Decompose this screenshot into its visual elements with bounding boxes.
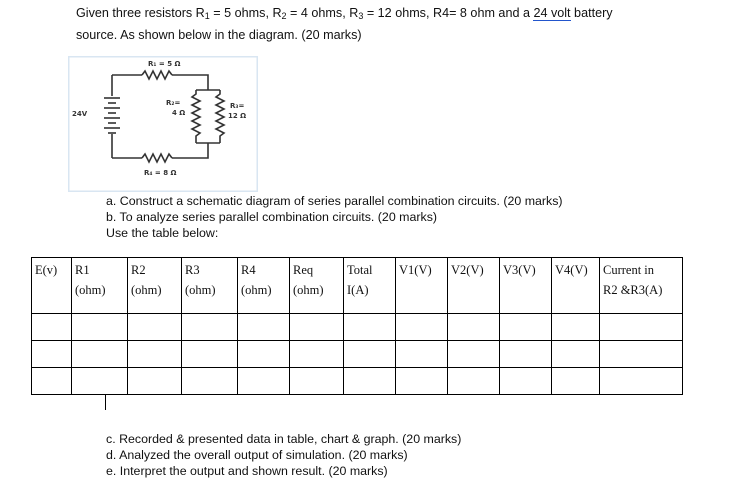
- table-cell[interactable]: [344, 368, 396, 395]
- task-e: e. Interpret the output and shown result. (20 marks): [106, 464, 388, 478]
- header-text: (ohm): [75, 283, 106, 297]
- table-cell[interactable]: [290, 341, 344, 368]
- table-cell[interactable]: [182, 368, 238, 395]
- header-text: R4: [241, 263, 256, 277]
- table-cell[interactable]: [344, 341, 396, 368]
- r2-label-top: R₂=: [166, 99, 181, 107]
- table-cell[interactable]: [552, 368, 600, 395]
- table-cell[interactable]: [552, 314, 600, 341]
- header-cell: [128, 258, 182, 314]
- header-text: Current in: [603, 263, 655, 277]
- table-cell[interactable]: [238, 314, 290, 341]
- header-cell: [448, 258, 500, 314]
- header-cell: [238, 258, 290, 314]
- table-cell[interactable]: [500, 314, 552, 341]
- table-cell[interactable]: [182, 314, 238, 341]
- table-cell[interactable]: [552, 341, 600, 368]
- table-header-row: [32, 258, 683, 314]
- table-cell[interactable]: [238, 368, 290, 395]
- table-row: [32, 341, 683, 368]
- table-row: [32, 368, 683, 395]
- header-cell: [396, 258, 448, 314]
- source-label: 24V: [72, 110, 88, 118]
- header-cell: [32, 258, 72, 314]
- header-text: (ohm): [293, 283, 324, 297]
- header-text: (ohm): [241, 283, 272, 297]
- header-text: V2(V): [451, 263, 484, 277]
- header-text: R1: [75, 263, 90, 277]
- table-cell[interactable]: [500, 368, 552, 395]
- table-cell[interactable]: [344, 314, 396, 341]
- table-row: [32, 314, 683, 341]
- header-text: (ohm): [131, 283, 162, 297]
- table-cell[interactable]: [500, 341, 552, 368]
- header-text: R2 &R3(A): [603, 283, 663, 297]
- header-text: Req: [293, 263, 314, 277]
- header-cell: [500, 258, 552, 314]
- task-list-cde: [106, 431, 461, 479]
- task-d: d. Analyzed the overall output of simulation. (20 marks): [106, 448, 408, 462]
- table-cell[interactable]: [128, 341, 182, 368]
- r4-label: R₄ = 8 Ω: [144, 169, 177, 177]
- r3-label-top: R₃=: [230, 102, 245, 110]
- problem-statement: [76, 4, 706, 45]
- problem-line-2: source. As shown below in the diagram. (20 marks): [76, 28, 362, 42]
- table-cell[interactable]: [72, 314, 128, 341]
- table-cell[interactable]: [600, 341, 683, 368]
- header-text: (ohm): [185, 283, 216, 297]
- problem-line-1: Given three resistors $R_1 = 5$ ohms, $R_2 = 4$ ohms, $R_3 = 12$ ohms, R4= 8 ohm and a 24 volt battery: [76, 6, 613, 21]
- table-cell[interactable]: [600, 368, 683, 395]
- task-b: b. To analyze series parallel combination circuits. (20 marks): [106, 210, 438, 224]
- header-text: E(v): [35, 263, 58, 277]
- table-cell[interactable]: [128, 368, 182, 395]
- header-cell: [290, 258, 344, 314]
- header-text: V3(V): [503, 263, 536, 277]
- table-cell[interactable]: [32, 314, 72, 341]
- task-a: a. Construct a schematic diagram of series parallel combination circuits. (20 marks): [106, 194, 563, 208]
- header-cell: [72, 258, 128, 314]
- header-cell: [344, 258, 396, 314]
- header-cell: [182, 258, 238, 314]
- header-text: V4(V): [555, 263, 588, 277]
- table-cell[interactable]: [600, 314, 683, 341]
- data-table: [31, 257, 683, 395]
- table-cell[interactable]: [32, 341, 72, 368]
- table-cell[interactable]: [290, 368, 344, 395]
- task-list-ab: [106, 193, 563, 241]
- table-cell[interactable]: [72, 341, 128, 368]
- table-cell[interactable]: [32, 368, 72, 395]
- r2-label-bottom: 4 Ω: [172, 109, 186, 117]
- task-c: c. Recorded & presented data in table, chart & graph. (20 marks): [106, 432, 462, 446]
- table-cell[interactable]: [396, 341, 448, 368]
- table-cell[interactable]: [448, 368, 500, 395]
- table-cell[interactable]: [128, 314, 182, 341]
- cursor-mark: [105, 395, 106, 410]
- header-text: R2: [131, 263, 146, 277]
- table-cell[interactable]: [448, 341, 500, 368]
- voltage-value: 24 volt: [533, 6, 571, 20]
- table-cell[interactable]: [448, 314, 500, 341]
- r3-label-bottom: 12 Ω: [228, 112, 247, 120]
- table-cell[interactable]: [396, 368, 448, 395]
- table-cell[interactable]: [290, 314, 344, 341]
- table-cell[interactable]: [72, 368, 128, 395]
- header-text: Total: [347, 263, 373, 277]
- table-instruction: Use the table below:: [106, 226, 219, 240]
- table-cell[interactable]: [238, 341, 290, 368]
- header-text: I(A): [347, 283, 369, 297]
- table-cell[interactable]: [182, 341, 238, 368]
- header-text: R3: [185, 263, 200, 277]
- circuit-diagram: [68, 56, 258, 192]
- header-text: V1(V): [399, 263, 432, 277]
- header-cell: [552, 258, 600, 314]
- r1-label: R₁ = 5 Ω: [148, 60, 181, 68]
- table-cell[interactable]: [396, 314, 448, 341]
- header-cell: [600, 258, 683, 314]
